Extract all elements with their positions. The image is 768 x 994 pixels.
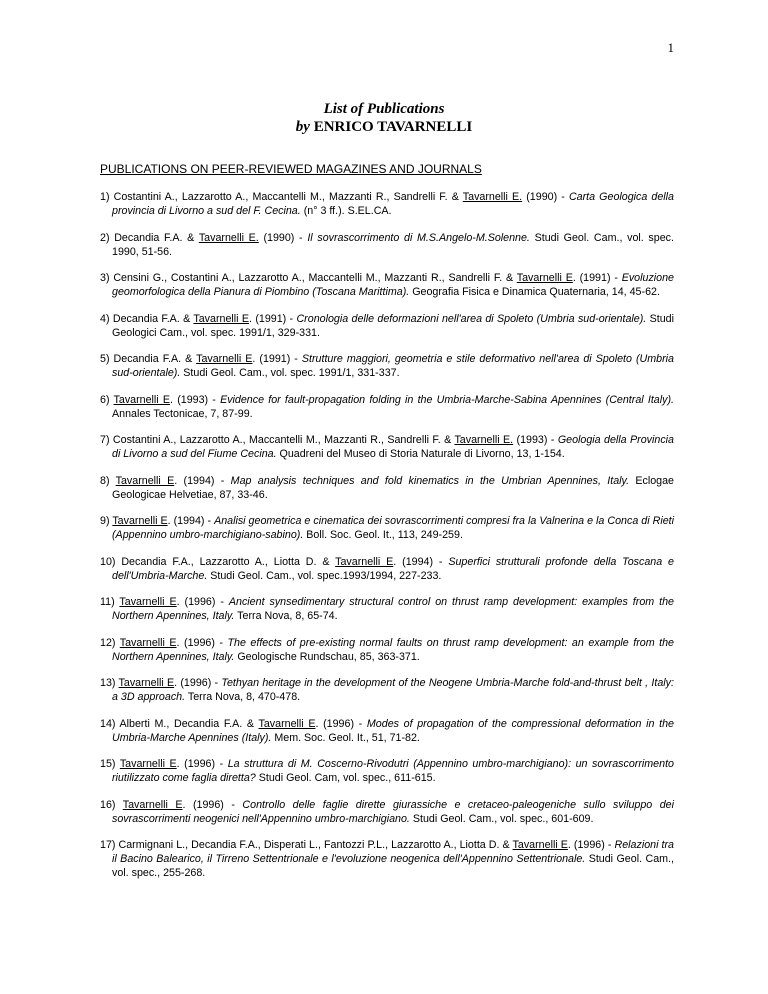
publication-source: Studi Geol. Cam, vol. spec., 611-615. (255, 772, 436, 784)
author-line (0, 118, 768, 136)
publication-source: Annales Tectonicae, 7, 87-99. (112, 407, 253, 420)
publication-item (100, 838, 674, 880)
publication-self-author: Tavarnelli E (119, 596, 177, 608)
publication-title: Cronologia delle deformazioni nell'area di Spoleto (Umbria sud-orientale). (296, 312, 647, 325)
publication-self-author: Tavarnelli E (118, 677, 175, 689)
publication-source: Studi Geol. Cam., vol. spec.1993/1994, 227-233. (207, 569, 442, 582)
publication-list (100, 190, 674, 893)
publication-title: The effects of pre-existing normal faults on thrust ramp development: an example from the Northern Apennines, Italy. (112, 636, 674, 663)
publication-title: Analisi geometrica e cinematica dei sovrascorrimenti compresi fra la Valnerina e la Conca di Rieti (Appennino umbro-marchigiano-sabino). (112, 515, 674, 541)
publication-authors: Decandia F.A. & (114, 231, 199, 244)
title-block (0, 100, 768, 136)
publication-title: Geologia della Provincia di Livorno a sud del Fiume Cecina. (112, 434, 674, 460)
publication-authors: Carmignani L., Decandia F.A., Disperati L., Fantozzi P.L., Lazzarotto A., Liotta D. & (118, 839, 513, 851)
publication-authors: Costantini A., Lazzarotto A., Maccantelli M., Mazzanti R., Sandrelli F. & (113, 191, 463, 203)
author-prefix: by (295, 119, 310, 135)
publication-item (100, 393, 674, 421)
publication-source: Terra Nova, 8, 470-478. (185, 691, 301, 703)
publication-source: Geologische Rundschau, 85, 363-371. (234, 650, 420, 663)
publication-source: Studi Geol. Cam., vol. spec. 1990, 51-56. (112, 231, 674, 258)
publication-number: 9) (100, 515, 113, 527)
publication-authors: Alberti M., Decandia F.A. & (119, 717, 259, 730)
publication-number: 14) (100, 717, 120, 730)
publication-title: Evidence for fault-propagation folding in the Umbria-Marche-Sabina Apennines (Central Italy). (220, 393, 674, 406)
author-name: ENRICO TAVARNELLI (313, 119, 473, 135)
publication-self-author: Tavarnelli E (335, 555, 394, 568)
publication-year: . (1994) - (174, 474, 231, 487)
publication-item (100, 271, 674, 299)
publication-item (100, 433, 674, 461)
publication-source: Boll. Soc. Geol. It., 113, 249-259. (303, 529, 463, 541)
publication-title: Relazioni tra il Bacino Balearico, il Tirreno Settentrionale e l'evoluzione neogenica dell'Appennino Settentrionale. (112, 839, 674, 865)
publication-authors: Decandia F.A., Lazzarotto A., Liotta D. & (121, 555, 336, 568)
publication-self-author: Tavarnelli E (113, 393, 171, 406)
publication-title: Controllo delle faglie dirette giurassiche e cretaceo-paleogeniche sullo sviluppo dei sovrascorrimenti neogenici nell'Appennino umbro-marchigiano. (112, 798, 674, 825)
publication-year: . (1996) - (174, 677, 222, 689)
publication-number: 16) (100, 798, 123, 811)
publication-year: . (1996) - (176, 758, 228, 770)
publication-source: Quadreni del Museo di Storia Naturale di Livorno, 13, 1-154. (276, 448, 565, 460)
publication-year: . (1996) - (315, 717, 367, 730)
publication-number: 3) (100, 272, 114, 284)
publication-source: Mem. Soc. Geol. It., 51, 71-82. (271, 731, 420, 744)
publication-self-author: Tavarnelli E (112, 515, 168, 527)
page-number: 1 (667, 40, 674, 55)
publication-number: 6) (100, 393, 114, 406)
publication-authors: Censini G., Costantini A., Lazzarotto A., Maccantelli M., Mazzanti R., Sandrelli F. & (113, 272, 517, 284)
publication-year: . (1991) - (252, 353, 302, 365)
publication-authors: Costantini A., Lazzarotto A., Maccantelli M., Mazzanti R., Sandrelli F. & (112, 434, 455, 446)
publication-source: Geografia Fisica e Dinamica Quaternaria, 14, 45-62. (409, 286, 660, 298)
publication-number: 17) (100, 839, 119, 851)
publication-number: 7) (100, 434, 113, 446)
publication-year: (1993) - (513, 434, 558, 446)
publication-source: Terra Nova, 8, 65-74. (234, 610, 338, 622)
publication-self-author: Tavarnelli E (193, 312, 250, 325)
publication-self-author: Tavarnelli E (258, 717, 316, 730)
publication-self-author: Tavarnelli E (115, 474, 175, 487)
section-heading: PUBLICATIONS ON PEER-REVIEWED MAGAZINES AND JOURNALS (100, 162, 482, 176)
publication-item (100, 595, 674, 623)
publication-item (100, 231, 674, 259)
publication-number: 15) (100, 758, 120, 770)
publication-item (100, 190, 674, 218)
page-title: List of Publications (323, 101, 445, 117)
publication-year: . (1991) - (249, 312, 297, 325)
publication-item (100, 676, 674, 704)
publication-self-author: Tavarnelli E. (454, 434, 514, 446)
publication-item (100, 636, 674, 664)
publication-title: Carta Geologica della provincia di Livorno a sud del F. Cecina. (112, 191, 674, 217)
publication-authors: Decandia F.A. & (113, 353, 197, 365)
publication-title: Strutture maggiori, geometria e stile deformativo nell'area di Spoleto (Umbria sud-orientale). (112, 353, 674, 379)
publication-self-author: Tavarnelli E (512, 839, 568, 851)
publication-source: Studi Geologici Cam., vol. spec. 1991/1, 329-331. (112, 312, 674, 339)
publication-title: Superfici strutturali profonde della Toscana e dell'Umbria-Marche. (112, 555, 674, 582)
publication-item (100, 312, 674, 340)
publication-title: Il sovrascorrimento di M.S.Angelo-M.Solenne. (307, 231, 530, 244)
publication-self-author: Tavarnelli E (516, 272, 573, 284)
publication-item (100, 798, 674, 826)
publication-title: Map analysis techniques and fold kinematics in the Umbrian Apennines, Italy. (230, 474, 630, 487)
publication-item (100, 757, 674, 785)
publication-self-author: Tavarnelli E (119, 636, 177, 649)
publication-year: . (1996) - (567, 839, 615, 851)
publication-year: . (1994) - (393, 555, 449, 568)
publication-number: 1) (100, 191, 114, 203)
publication-item (100, 555, 674, 583)
publication-source: Eclogae Geologicae Helvetiae, 87, 33-46. (112, 474, 674, 501)
publication-year: . (1996) - (176, 636, 228, 649)
publication-year: . (1991) - (572, 272, 622, 284)
publication-source: Studi Geol. Cam., vol. spec., 601-609. (409, 812, 594, 825)
publication-title: Evoluzione geomorfologica della Pianura di Piombino (Toscana Marittima). (112, 272, 674, 298)
publication-year: . (1993) - (170, 393, 221, 406)
publication-source: Studi Geol. Cam., vol. spec., 255-268. (112, 853, 674, 879)
publication-title: Ancient synsedimentary structural control on thrust ramp development: examples from the Northern Apennines, Italy. (112, 596, 674, 622)
publication-self-author: Tavarnelli E (119, 758, 177, 770)
publication-self-author: Tavarnelli E (196, 353, 253, 365)
publication-source: (n° 3 ff.). S.EL.CA. (300, 205, 392, 217)
publication-number: 4) (100, 312, 113, 325)
publication-year: . (1994) - (167, 515, 215, 527)
publication-source: Studi Geol. Cam., vol. spec. 1991/1, 331-337. (180, 367, 400, 379)
publication-title: Modes of propagation of the compressional deformation in the Umbria-Marche Apennines (Italy). (112, 717, 674, 744)
publication-year: . (1996) - (176, 596, 229, 608)
publication-year: . (1996) - (182, 798, 243, 811)
publication-item (100, 717, 674, 745)
publication-number: 2) (100, 231, 115, 244)
publication-self-author: Tavarnelli E. (462, 191, 523, 203)
publication-self-author: Tavarnelli E. (198, 231, 259, 244)
publication-title: La struttura di M. Coscerno-Rivodutri (Appennino umbro-marchigiano): un sovrascorrimento riutilizzato come faglia diretta? (112, 758, 674, 784)
publication-year: (1990) - (258, 231, 308, 244)
publication-number: 8) (100, 474, 116, 487)
publication-self-author: Tavarnelli E (122, 798, 183, 811)
publication-authors: Decandia F.A. & (112, 312, 194, 325)
publication-number: 5) (100, 353, 114, 365)
publication-year: (1990) - (522, 191, 569, 203)
publication-number: 12) (100, 636, 120, 649)
publication-item (100, 514, 674, 542)
publication-item (100, 352, 674, 380)
publication-number: 11) (100, 596, 120, 608)
publication-number: 10) (100, 555, 122, 568)
publication-number: 13) (100, 677, 119, 689)
publication-title: Tethyan heritage in the development of the Neogene Umbria-Marche fold-and-thrust belt , Italy: a 3D approach. (112, 677, 674, 703)
publication-item (100, 474, 674, 502)
